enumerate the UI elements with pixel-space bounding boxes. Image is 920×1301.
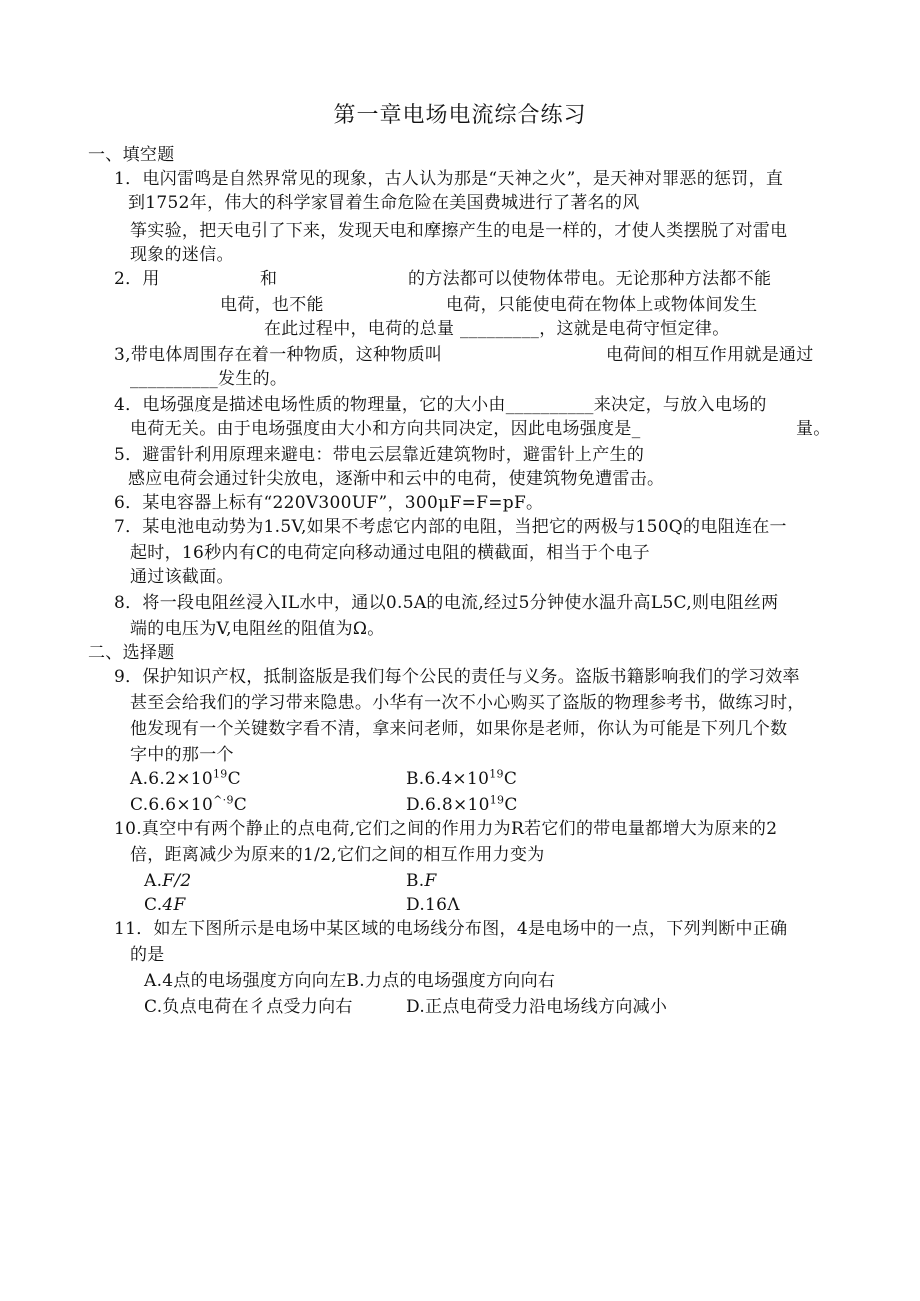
question-2-line-1-end: 的方法都可以使物体带电。无论那种方法都不能 — [408, 269, 772, 289]
question-9-line-2: 甚至会给我们的学习带来隐患。小华有一次不小心购买了盗版的物理参考书，做练习时， — [130, 693, 805, 713]
question-3-line-2: __________发生的。 — [130, 369, 288, 389]
question-10-line-2: 倍，距离减少为原来的1/2,它们之间的相互作用力变为 — [130, 845, 545, 865]
question-5-line-1: 5．避雷针利用原理来避电：带电云层靠近建筑物时，避雷针上产生的 — [114, 445, 645, 465]
question-11-options-a-b: A.4点的电场强度方向向左B.力点的电场强度方向向右 — [144, 971, 556, 991]
question-9-line-4: 字中的那一个 — [130, 745, 234, 765]
question-11-option-d: D.正点电荷受力沿电场线方向减小 — [406, 997, 668, 1017]
question-10-option-c: C.4F — [144, 895, 186, 915]
question-2-and: 和 — [260, 269, 278, 289]
question-10-option-d: D.16Λ — [406, 895, 460, 915]
question-7-line-2: 起时，16秒内有C的电荷定向移动通过电阻的横截面，相当于个电子 — [130, 543, 650, 563]
question-6: 6．某电容器上标有“220V300UF”，300μF=F=pF。 — [114, 493, 544, 513]
question-3-line-1-b: 电荷间的相互作用就是通过 — [606, 345, 814, 365]
page-title: 第一章电场电流综合练习 — [333, 103, 587, 128]
question-8-line-2: 端的电压为V,电阻丝的阻值为Ω。 — [130, 619, 385, 639]
question-11-line-2: 的是 — [130, 945, 165, 965]
question-7-line-3: 通过该截面。 — [130, 567, 234, 587]
question-9-line-1: 9．保护知识产权，抵制盗版是我们每个公民的责任与义务。盗版书籍影响我们的学习效率 — [114, 667, 800, 687]
question-10-option-a: A.F/2 — [144, 871, 192, 891]
question-8-line-1: 8．将一段电阻丝浸入IL水中，通以0.5A的电流,经过5分钟使水温升高L5C,则电阻丝两 — [114, 593, 779, 613]
question-4-line-2-end: 量。 — [796, 419, 831, 439]
section-heading-multiple-choice: 二、选择题 — [88, 643, 175, 663]
question-2-line-2-b: 电荷，只能使电荷在物体上或物体间发生 — [446, 295, 758, 315]
question-9-option-c: $C.6.6\times 10^{\^{}\cdot 9}C$ — [130, 793, 248, 815]
question-10-option-b: B.F — [406, 871, 437, 891]
question-2-line-2-a: 电荷，也不能 — [220, 295, 324, 315]
question-1-line-4: 现象的迷信。 — [130, 245, 234, 265]
question-1-line-2: 到1752年，伟大的科学家冒着生命危险在美国费城进行了著名的风 — [128, 193, 640, 213]
question-5-line-2: 感应电荷会通过针尖放电，逐渐中和云中的电荷，使建筑物免遭雷击。 — [128, 469, 665, 489]
question-2-line-3: 在此过程中，电荷的总量 _________，这就是电荷守恒定律。 — [264, 319, 730, 339]
question-10-line-1: 10.真空中有两个静止的点电荷,它们之间的作用力为R若它们的带电量都增大为原来的2 — [114, 819, 778, 839]
section-heading-fill-in: 一、填空题 — [88, 145, 175, 165]
question-4-line-2: 电荷无关。由于电场强度由大小和方向共同决定，因此电场强度是_ — [130, 419, 641, 439]
question-7-line-1: 7．某电池电动势为1.5V,如果不考虑它内部的电阻，当把它的两极与150Q的电阻连在一 — [114, 517, 787, 537]
question-1-line-3: 筝实验，把天电引了下来，发现天电和摩擦产生的电是一样的，才使人类摆脱了对雷电 — [130, 221, 788, 241]
question-9-line-3: 他发现有一个关键数字看不清，拿来问老师，如果你是老师，你认为可能是下列几个数 — [130, 719, 788, 739]
question-9-option-b: $B.6.4\times 10^{19}C$ — [406, 767, 518, 789]
question-2-prefix: 2．用 — [114, 269, 160, 289]
question-11-option-c: C.负点电荷在彳点受力向右 — [144, 997, 353, 1017]
question-3-line-1-a: 3,带电体周围存在着一种物质，这种物质叫 — [114, 345, 443, 365]
question-9-option-a: $A.6.2\times 10^{19}C$ — [130, 767, 241, 789]
question-9-option-d: $D.6.8\times 10^{19}C$ — [406, 793, 518, 815]
question-4-line-1: 4．电场强度是描述电场性质的物理量，它的大小由__________来决定，与放入电场的 — [114, 395, 767, 415]
question-11-line-1: 11．如左下图所示是电场中某区域的电场线分布图，4是电场中的一点，下列判断中正确 — [114, 919, 788, 939]
question-1-line-1: 1．电闪雷鸣是自然界常见的现象，古人认为那是“天神之火”，是天神对罪恶的惩罚，直 — [114, 169, 784, 189]
